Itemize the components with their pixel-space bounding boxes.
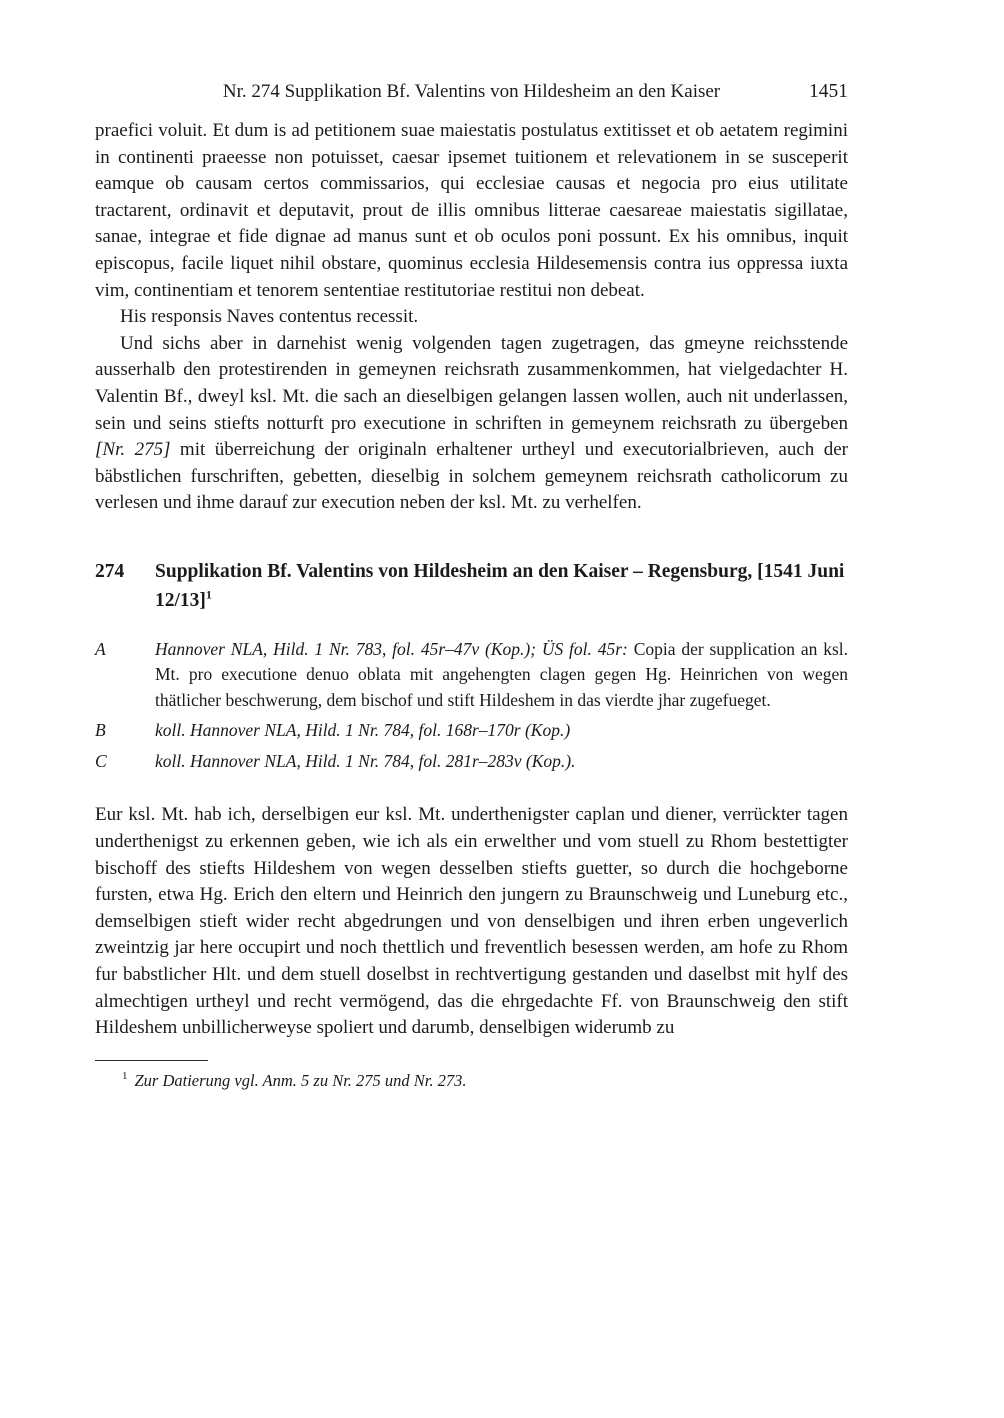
source-siglum-b: B bbox=[95, 720, 106, 741]
source-reference-a: Hannover NLA, Hild. 1 Nr. 783, fol. 45r–47v (Kop.); ÜS fol. 45r: bbox=[155, 638, 628, 659]
source-entry-b bbox=[95, 718, 848, 744]
source-list bbox=[95, 637, 848, 775]
footnote-number: 1 bbox=[122, 1070, 128, 1083]
source-siglum-c: C bbox=[95, 750, 107, 771]
source-description-a: Copia der supplication an ksl. Mt. pro executione denuo oblata mit angehengten clagen gegen Hg. Heinrichen von wegen thätlicher beschwerung, dem bischof und stift Hildeshem in das vierdte jhar zugefueget. bbox=[155, 638, 848, 710]
source-entry-a bbox=[95, 637, 848, 714]
source-text-a bbox=[155, 637, 848, 714]
paragraph-supplication-text: Eur ksl. Mt. hab ich, derselbigen eur ksl. Mt. underthenigster caplan und diener, verrückter tagen underthenigst zu erkennen geben, wie ich als ein erwelther und vom stuell zu Rhom bestettigter bischoff des stiefts Hildeshem von wegen desselben stiefts guetter, so durch die hochgeborne fursten, etwa Hg. Erich den eltern und Heinrich den jungern zu Braunschweig und Luneburg etc., demselbigen stieft wider recht abgedrungen und von denselbigen und ihren erben ungeverlich zweintzig jar here occupirt und noch thettlich und freventlich besessen werden, am hofe zu Rhom fur babstlicher Hlt. und dem stuell doselbst in rechtvertigung gestanden und daselbst mit hylf des almechtigen urtheyl und recht vermögend, das die ehrgedachte Ff. von Braunschweig den stift Hildeshem unbillicherweyse spoliert und darumb, denselbigen widerumb zu bbox=[95, 804, 848, 1039]
paragraph-german-text-1: Und sichs aber in darnehist wenig volgenden tagen zugetragen, das gmeyne reichsstende ausserhalb den protestirenden in gemeynen reichsrath zusammenkommen, hat vielgedachter H. Valentin Bf., dweyl ksl. Mt. die sach an dieselbigen gelangen lassen wollen, auch nit underlassen, sein und seins stiefts notturft pro executione in schriften in gemeynem reichsrath zu übergeben bbox=[95, 332, 848, 434]
paragraph-german-text-2: mit überreichung der originaln erhaltener urtheyl und executorialbrieven, auch der bäbstlichen furschriften, gebetten, dieselbig in solchem gemeynem reichsrath catholicorum zu verlesen und ihme darauf zur execution neben der ksl. Mt. zu verhelfen. bbox=[95, 439, 849, 514]
paragraph-naves: His responsis Naves contentus recessit. bbox=[120, 306, 419, 328]
paragraph-latin-report: praefici voluit. Et dum is ad petitionem suae maiestatis postulatus extitisset et ob aetatem regimini in continenti praeesse non potuisset, caesar ipsemet tuitionem et relevationem in se susceperit eamque ob causam certos commissarios, qui ecclesiae causas et negocia pro eius utilitate tractarent, ordinavit et deputavit, prout de illis omnibus litterae caesareae maiestatis sigillatae, sanae, integrae et fide dignae ad manus sunt et ob oculos poni possunt. Ex his omnibus, inquit episcopus, facile liquet nihil obstare, quominus ecclesia Hildesemensis contra ius oppressa iuxta vim, continentiam et tenorem sententiae restitutoriae restitui non debeat. bbox=[95, 120, 848, 301]
source-reference-c: koll. Hannover NLA, Hild. 1 Nr. 784, fol. 281r–283v (Kop.). bbox=[155, 750, 576, 771]
source-siglum-a: A bbox=[95, 638, 106, 659]
entry-title bbox=[155, 557, 848, 615]
running-head-title: Nr. 274 Supplikation Bf. Valentins von Hildesheim an den Kaiser bbox=[222, 81, 721, 102]
source-reference-b: koll. Hannover NLA, Hild. 1 Nr. 784, fol. 168r–170r (Kop.) bbox=[155, 720, 571, 741]
footnote-marker: 1 bbox=[205, 587, 212, 602]
paragraph-german-report bbox=[95, 331, 848, 517]
source-text-b bbox=[155, 718, 848, 744]
footnote-rule bbox=[95, 1060, 208, 1061]
entry-title-text: Supplikation Bf. Valentins von Hildesheim an den Kaiser – Regensburg, [1541 Juni 12/13] bbox=[155, 560, 845, 611]
source-entry-c bbox=[95, 749, 848, 775]
footnote-area bbox=[95, 1060, 848, 1092]
page-number: 1451 bbox=[809, 81, 848, 102]
footnote-1 bbox=[95, 1069, 848, 1092]
running-header bbox=[95, 78, 848, 105]
source-text-c bbox=[155, 749, 848, 775]
footnote-text: Zur Datierung vgl. Anm. 5 zu Nr. 275 und Nr. 273. bbox=[134, 1070, 467, 1090]
entry-heading bbox=[95, 557, 848, 615]
entry-number: 274 bbox=[95, 560, 125, 582]
cross-reference-nr-275: [Nr. 275] bbox=[95, 439, 171, 461]
